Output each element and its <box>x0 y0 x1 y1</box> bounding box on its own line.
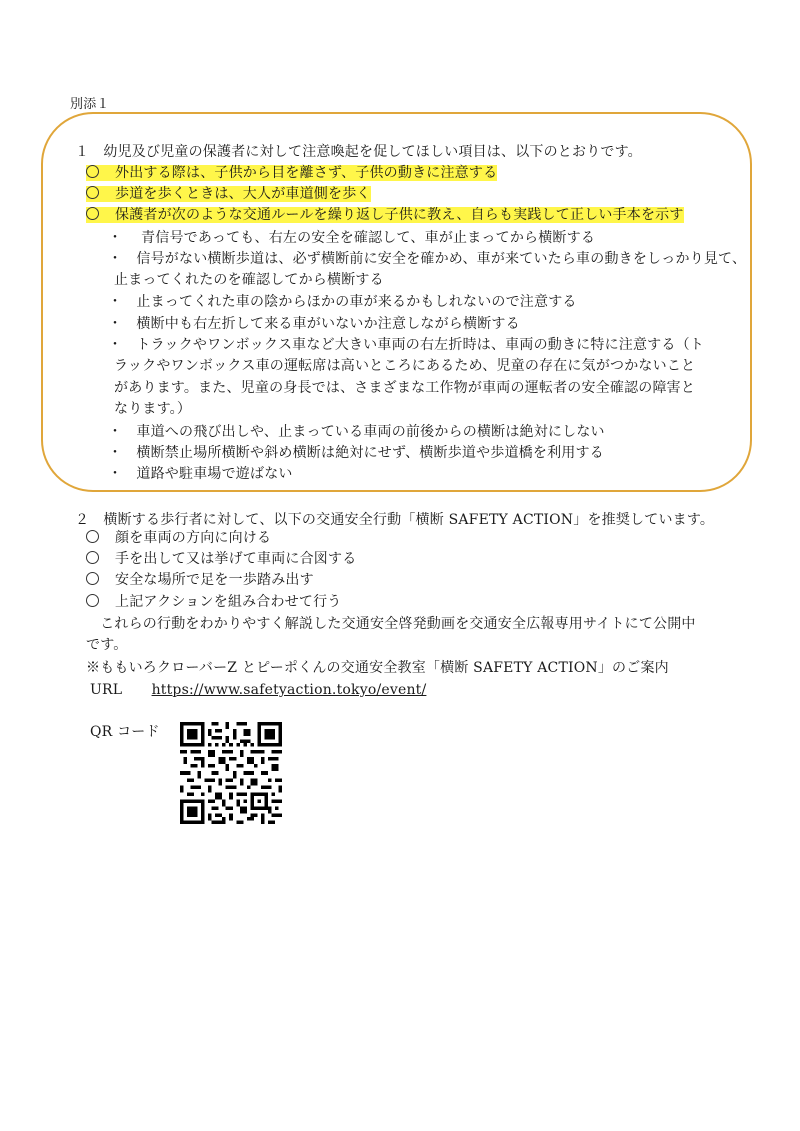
circle-icon <box>86 165 99 178</box>
safety-action-note: ※ももいろクローバーZ とピーポくんの交通安全教室「横断 SAFETY ACTION」のご案内 <box>86 660 669 676</box>
circle-icon <box>86 551 99 564</box>
bullet-line-7: ラックやワンボックス車の運転席は高いところにあるため、児童の存在に気がつかないこと <box>114 358 696 374</box>
circle-icon <box>86 186 99 199</box>
highlight-item-2: 歩道を歩くときは、大人が車道側を歩く <box>86 184 371 205</box>
qr-code-image[interactable] <box>180 722 282 824</box>
action-item-1: 顔を車両の方向に向ける <box>86 528 271 549</box>
action-item-2: 手を出して又は挙げて車両に合図する <box>86 549 356 570</box>
bullet-line-3: 止まってくれたのを確認してから横断する <box>114 272 384 288</box>
circle-icon <box>86 530 99 543</box>
qr-label: QR コード <box>90 724 160 740</box>
circle-icon <box>86 594 99 607</box>
circle-icon <box>86 207 99 220</box>
bullet-line-9: なります。） <box>114 401 192 417</box>
bullet-line-11: ・ 横断禁止場所横断や斜め横断は絶対にせず、横断歩道や歩道橋を利用する <box>108 445 604 461</box>
highlight-item-1: 外出する際は、子供から目を離さず、子供の動きに注意する <box>86 163 497 184</box>
paragraph-line-1: これらの行動をわかりやすく解説した交通安全啓発動画を交通安全広報専用サイトにて公開中 <box>86 616 696 632</box>
bullet-line-2: ・ 信号がない横断歩道は、必ず横断前に安全を確かめ、車が来ていたら車の動きをしっかり見て、 <box>108 251 747 267</box>
url-row <box>90 680 426 701</box>
url-label: URL <box>90 682 123 698</box>
action-item-3: 安全な場所で足を一歩踏み出す <box>86 570 314 591</box>
paragraph-line-2: です。 <box>86 637 128 653</box>
action-item-4: 上記アクションを組み合わせて行う <box>86 592 342 613</box>
bullet-line-12: ・ 道路や駐車場で遊ばない <box>108 466 293 482</box>
highlight-item-3: 保護者が次のような交通ルールを繰り返し子供に教え、自らも実践して正しい手本を示す <box>86 205 684 226</box>
bullet-line-1: ・ 青信号であっても、右左の安全を確認して、車が止まってから横断する <box>108 230 596 246</box>
circle-icon <box>86 572 99 585</box>
bullet-line-4: ・ 止まってくれた車の陰からほかの車が来るかもしれないので注意する <box>108 294 577 310</box>
section2-heading: ２ 横断する歩行者に対して、以下の交通安全行動「横断 SAFETY ACTION」を推奨しています。 <box>75 512 715 528</box>
bullet-line-6: ・ トラックやワンボックス車など大きい車両の右左折時は、車両の動きに特に注意する（ト <box>108 337 704 353</box>
event-url-link[interactable]: https://www.safetyaction.tokyo/event/ <box>151 682 427 698</box>
bullet-line-8: があります。また、児童の身長では、さまざまな工作物が車両の運転者の安全確認の障害と <box>114 380 696 396</box>
section1-heading: １ 幼児及び児童の保護者に対して注意喚起を促してほしい項目は、以下のとおりです。 <box>75 144 642 160</box>
bullet-line-10: ・ 車道への飛び出しや、止まっている車両の前後からの横断は絶対にしない <box>108 424 605 440</box>
attachment-label: 別添１ <box>70 97 110 112</box>
bullet-line-5: ・ 横断中も右左折して来る車がいないか注意しながら横断する <box>108 316 520 332</box>
